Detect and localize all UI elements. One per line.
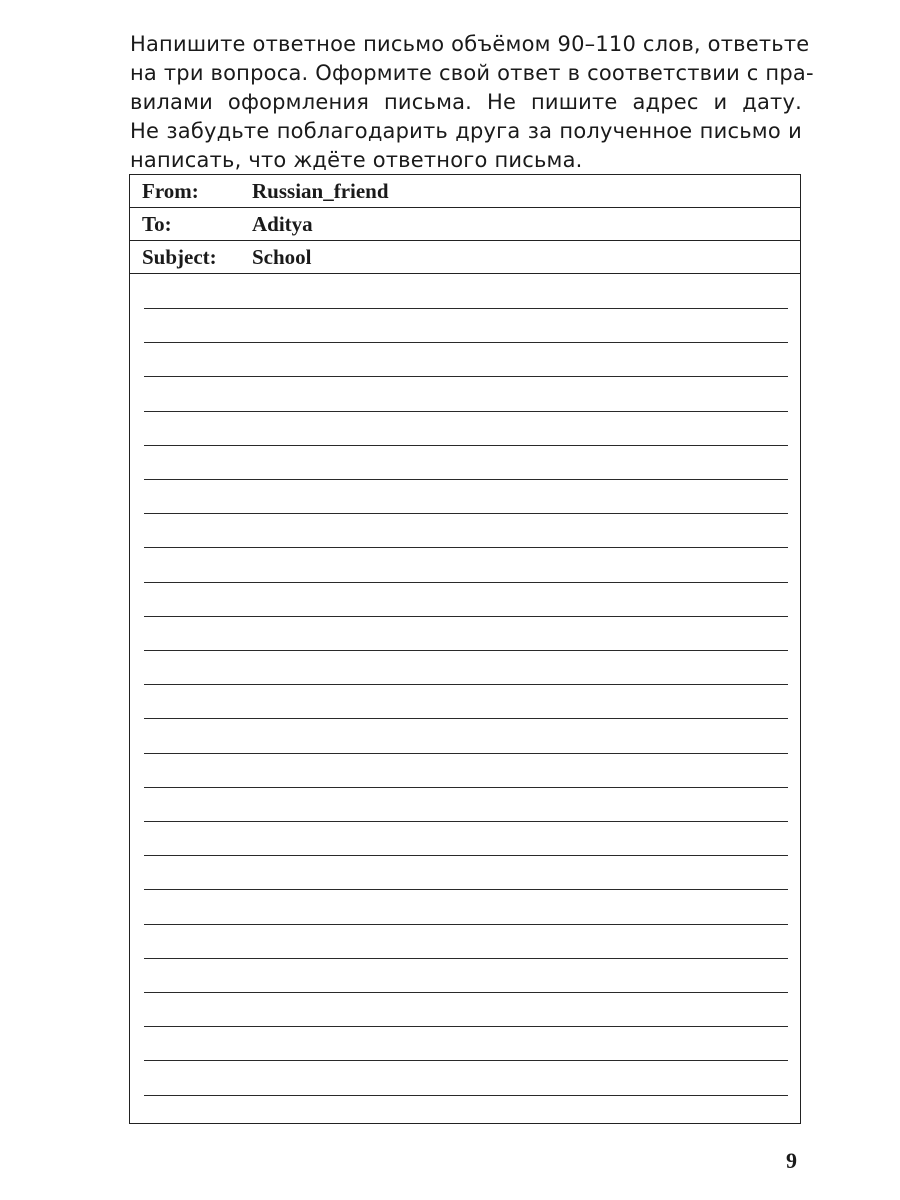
writing-line (144, 753, 788, 754)
page-number: 9 (786, 1148, 797, 1173)
subject-label: Subject: (142, 245, 217, 269)
writing-line (144, 308, 788, 309)
writing-line (144, 376, 788, 377)
writing-area[interactable] (144, 275, 788, 1123)
from-row (130, 175, 800, 208)
writing-line (144, 547, 788, 548)
letter-form (129, 174, 801, 1124)
writing-line (144, 855, 788, 856)
from-label: From: (142, 179, 199, 203)
to-value: Aditya (252, 212, 313, 236)
writing-line (144, 787, 788, 788)
writing-line (144, 513, 788, 514)
instruction-line: на три вопроса. Оформите свой ответ в соответствии с пра- (130, 61, 814, 85)
writing-line (144, 1060, 788, 1061)
writing-line (144, 650, 788, 651)
writing-line (144, 411, 788, 412)
instruction-line: Не забудьте поблагодарить друга за полученное письмо и (130, 119, 802, 143)
task-instructions (130, 30, 814, 175)
to-label: To: (142, 212, 172, 236)
writing-line (144, 992, 788, 993)
instruction-line: написать, что ждёте ответного письма. (130, 148, 583, 172)
writing-line (144, 924, 788, 925)
writing-line (144, 1095, 788, 1096)
writing-line (144, 616, 788, 617)
subject-value: School (252, 245, 312, 269)
instruction-line: Напишите ответное письмо объёмом 90–110 слов, ответьте (130, 32, 810, 56)
subject-row (130, 241, 800, 274)
to-row (130, 208, 800, 241)
writing-line (144, 889, 788, 890)
writing-line (144, 718, 788, 719)
writing-line (144, 821, 788, 822)
writing-line (144, 342, 788, 343)
writing-line (144, 1026, 788, 1027)
from-value: Russian_friend (252, 179, 389, 203)
writing-line (144, 479, 788, 480)
writing-line (144, 582, 788, 583)
instruction-line: вилами оформления письма. Не пишите адрес и дату. (130, 90, 802, 114)
writing-line (144, 445, 788, 446)
writing-line (144, 958, 788, 959)
writing-line (144, 684, 788, 685)
